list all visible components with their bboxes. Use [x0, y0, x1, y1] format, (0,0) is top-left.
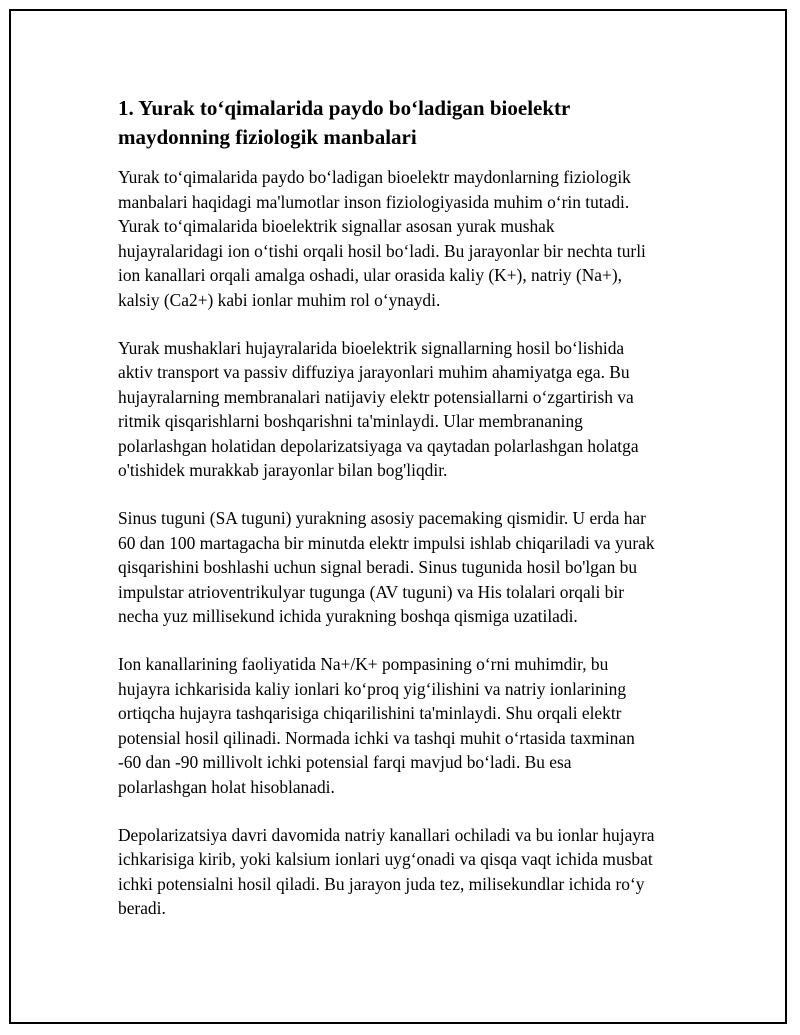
- paragraph-line: polarlashgan holat hisoblanadi.: [118, 776, 335, 797]
- section-title: [118, 94, 698, 152]
- paragraph-line: ortiqcha hujayra tashqarisiga chiqarilishini ta'minlaydi. Shu orqali elektr: [118, 703, 622, 723]
- section-title-line: 1. Yurak to‘qimalarida paydo bo‘ladigan bioelektr: [118, 96, 571, 120]
- paragraph-line: hujayralaridagi ion o‘tishi orqali hosil bo‘ladi. Bu jarayonlar bir nechta turli: [118, 240, 646, 261]
- paragraph-line: 60 dan 100 martagacha bir minutda elektr impulsi ishlab chiqariladi va yurak: [118, 532, 655, 553]
- paragraph: [118, 336, 698, 483]
- paragraph-line: aktiv transport va passiv diffuziya jarayonlari muhim ahamiyatga ega. Bu: [118, 362, 630, 382]
- paragraph: [118, 652, 698, 799]
- paragraph-line: Yurak to‘qimalarida paydo bo‘ladigan bioelektr maydonlarning fiziologik: [118, 167, 631, 187]
- paragraph-line: kalsiy (Ca2+) kabi ionlar muhim rol o‘ynaydi.: [118, 289, 441, 310]
- paragraph-line: ichkarisiga kirib, yoki kalsium ionlari uyg‘onadi va qisqa vaqt ichida musbat: [118, 849, 653, 869]
- paragraph-line: ion kanallari orqali amalga oshadi, ular orasida kaliy (K+), natriy (Na+),: [118, 265, 622, 285]
- paragraph-line: ichki potensialni hosil qiladi. Bu jarayon juda tez, milisekundlar ichida ro‘y: [118, 873, 645, 894]
- paragraph-line: o'tishidek murakkab jarayonlar bilan bog'liqdir.: [118, 460, 448, 480]
- paragraph: [118, 823, 698, 921]
- paragraph-line: beradi.: [118, 898, 166, 918]
- paragraph-line: Depolarizatsiya davri davomida natriy kanallari ochiladi va bu ionlar hujayra: [118, 824, 655, 845]
- paragraph-line: qisqarishini boshlashi uchun signal beradi. Sinus tugunida hosil bo'lgan bu: [118, 557, 638, 577]
- paragraph-line: manbalari haqidagi ma'lumotlar inson fiziologiyasida muhim o‘rin tutadi.: [118, 191, 630, 212]
- document-body: [118, 94, 698, 944]
- paragraph-line: hujayralarning membranalari natijaviy elektr potensiallarni o‘zgartirish va: [118, 386, 634, 407]
- paragraph-line: Yurak to‘qimalarida bioelektrik signallar asosan yurak mushak: [118, 216, 555, 236]
- paragraph-line: potensial hosil qilinadi. Normada ichki va tashqi muhit o‘rtasida taxminan: [118, 727, 635, 748]
- paragraph-line: Yurak mushaklari hujayralarida bioelektrik signallarning hosil bo‘lishida: [118, 337, 625, 358]
- paragraph-line: Ion kanallarining faoliyatida Na+/K+ pompasining o‘rni muhimdir, bu: [118, 654, 609, 674]
- paragraph-line: ritmik qisqarishlarni boshqarishni ta'minlaydi. Ular membrananing: [118, 411, 583, 431]
- paragraph: [118, 165, 698, 312]
- paragraph: [118, 506, 698, 629]
- paragraph-line: polarlashgan holatidan depolarizatsiyaga va qaytadan polarlashgan holatga: [118, 435, 639, 456]
- paragraph-line: necha yuz millisekund ichida yurakning boshqa qismiga uzatiladi.: [118, 606, 578, 626]
- paragraph-line: impulstar atrioventrikulyar tugunga (AV tuguni) va His tolalari orqali bir: [118, 581, 624, 602]
- section-title-line: maydonning fiziologik manbalari: [118, 125, 417, 149]
- paragraph-line: -60 dan -90 millivolt ichki potensial farqi mavjud bo‘ladi. Bu esa: [118, 752, 572, 772]
- paragraph-line: hujayra ichkarisida kaliy ionlari ko‘proq yig‘ilishini va natriy ionlarining: [118, 678, 627, 699]
- paragraph-line: Sinus tuguni (SA tuguni) yurakning asosiy pacemaking qismidir. U erda har: [118, 508, 646, 528]
